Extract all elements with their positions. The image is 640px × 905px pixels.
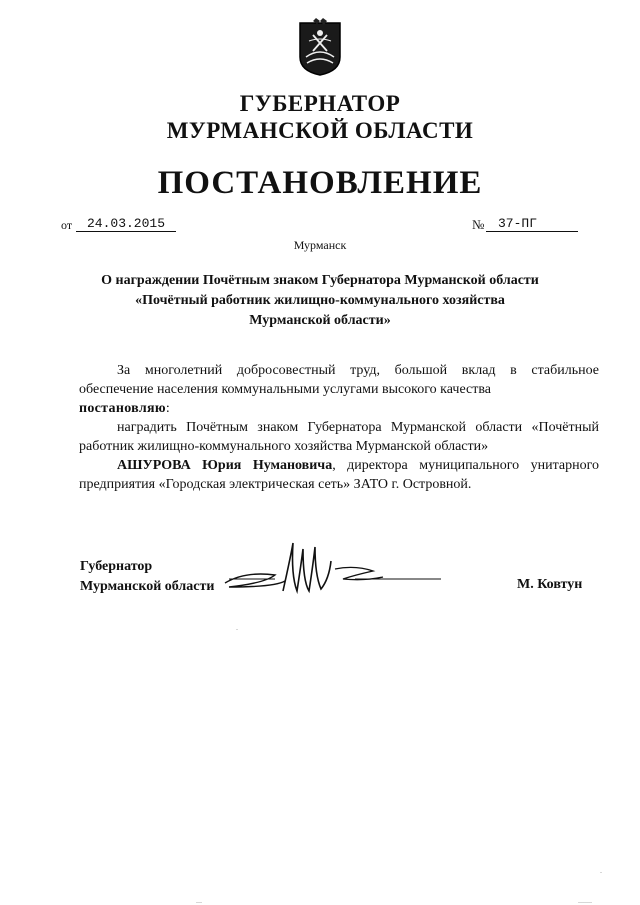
scan-speck: .......	[578, 896, 592, 905]
document-date: 24.03.2015	[76, 216, 176, 232]
title-line2: «Почётный работник жилищно-коммунального хозяйства	[135, 293, 505, 308]
document-body	[79, 361, 599, 494]
signatory-name: М. Ковтун	[517, 577, 583, 592]
title-line1: О награждении Почётным знаком Губернатора Мурманской области	[101, 273, 539, 288]
preamble-text: За многолетний добросовестный труд, большой вклад в стабильное обеспечение населения коммунальными услугами высокого качества	[79, 363, 599, 397]
award-paragraph	[79, 418, 599, 456]
awardee-paragraph	[79, 456, 599, 494]
scan-speck: .	[236, 623, 238, 632]
decree-word: постановляю	[79, 401, 166, 416]
preamble-paragraph	[79, 361, 599, 399]
awardee-position: , директора муниципального унитарного предприятия «Городская электрическая сеть» ЗАТО г. Островной.	[79, 458, 599, 492]
document-number: 37-ПГ	[486, 216, 578, 232]
coat-of-arms-emblem	[297, 17, 343, 77]
issue-city: Мурманск	[293, 238, 347, 252]
issuer-title-line1: ГУБЕРНАТОР	[239, 91, 401, 116]
decree-colon: :	[165, 401, 170, 416]
scan-speck: .	[600, 866, 602, 875]
number-prefix: №	[472, 217, 485, 232]
document-title	[60, 271, 580, 331]
signatory-position-line2: Мурманской области	[80, 579, 215, 594]
awardee-name: АШУРОВА Юрия Нумановича	[117, 458, 333, 473]
document-type: ПОСТАНОВЛЕНИЕ	[157, 165, 483, 201]
handwritten-signature	[205, 535, 445, 605]
issuer-title-line2: МУРМАНСКОЙ ОБЛАСТИ	[166, 118, 474, 143]
decree-line	[79, 399, 599, 418]
award-text: наградить Почётным знаком Губернатора Мурманской области «Почётный работник жилищно-коммунального хозяйства Мурманской области»	[79, 420, 599, 454]
title-line3: Мурманской области»	[249, 313, 391, 328]
signatory-position	[80, 557, 214, 597]
signatory-position-line1: Губернатор	[80, 559, 153, 574]
date-prefix: от	[61, 218, 73, 232]
scan-speck: ...	[196, 896, 202, 905]
